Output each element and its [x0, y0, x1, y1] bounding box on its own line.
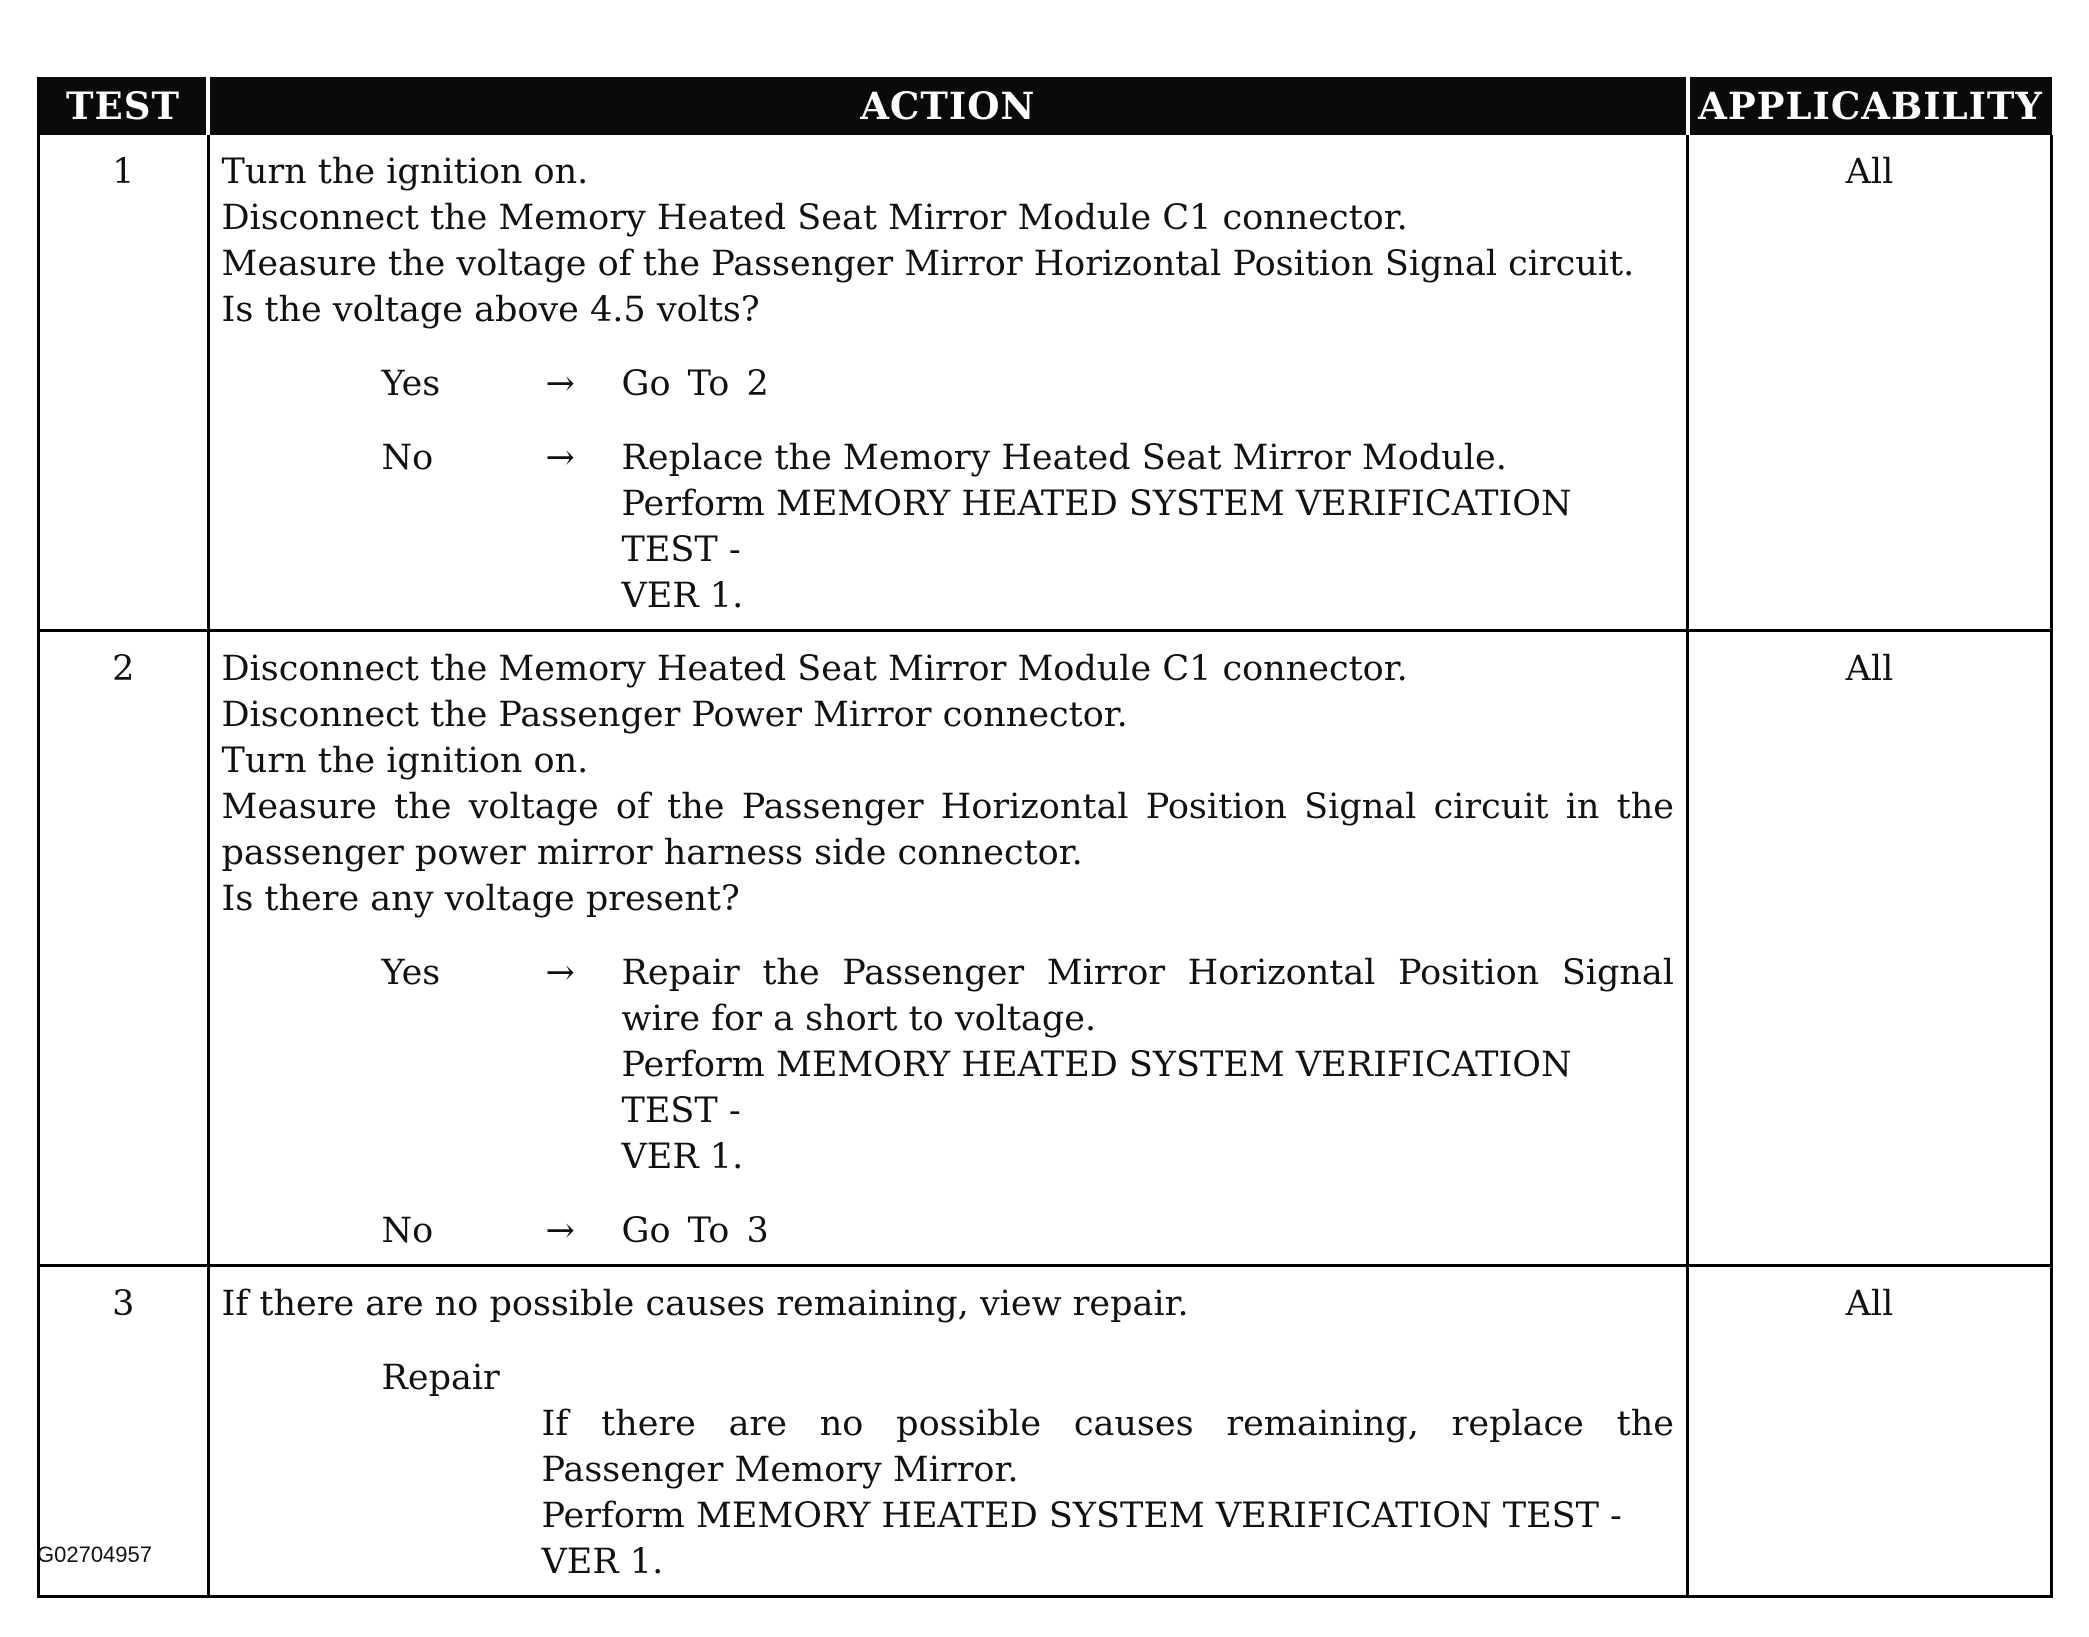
action-step: Turn the ignition on.	[221, 152, 589, 192]
result-line: Go To 2	[621, 364, 769, 404]
repair-body	[542, 1401, 1675, 1585]
action-step: Disconnect the Passenger Power Mirror connector.	[221, 695, 1128, 735]
table-row	[39, 631, 2052, 1266]
table-row	[39, 1266, 2052, 1597]
action-cell	[208, 1266, 1688, 1597]
action-step: Disconnect the Memory Heated Seat Mirror Module C1 connector.	[221, 198, 1408, 238]
diagnostic-test-table	[37, 77, 2053, 1598]
yes-result	[222, 950, 1675, 1180]
arrow-right-icon: →	[545, 1211, 575, 1251]
arrow-right-icon: →	[545, 438, 575, 478]
figure-id: G02704957	[37, 1542, 152, 1567]
result-line: Repair the Passenger Mirror Horizontal Position Signal wire for a short to voltage.	[621, 953, 1674, 1039]
action-step: Is the voltage above 4.5 volts?	[221, 290, 760, 330]
test-number: 3	[39, 1266, 209, 1597]
applicability-value: All	[1688, 135, 2052, 631]
action-cell	[208, 135, 1688, 631]
result-line: VER 1.	[621, 1137, 744, 1177]
header-applicability: APPLICABILITY	[1688, 77, 2052, 135]
header-action: ACTION	[208, 77, 1688, 135]
applicability-value: All	[1688, 1266, 2052, 1597]
header-test: TEST	[39, 77, 209, 135]
action-step: Is there any voltage present?	[221, 879, 740, 919]
no-result	[222, 1208, 1675, 1254]
result-line: Perform MEMORY HEATED SYSTEM VERIFICATION TEST -	[621, 1045, 1572, 1131]
repair-line: Perform MEMORY HEATED SYSTEM VERIFICATION TEST -	[541, 1496, 1622, 1536]
repair-line: VER 1.	[541, 1542, 664, 1582]
table-header-row	[39, 77, 2052, 135]
no-label: No	[381, 1211, 434, 1251]
no-label: No	[381, 438, 434, 478]
applicability-value: All	[1688, 631, 2052, 1266]
test-number: 1	[39, 135, 209, 631]
yes-label: Yes	[381, 364, 441, 404]
no-result	[222, 435, 1675, 619]
action-step: Turn the ignition on.	[221, 741, 589, 781]
arrow-right-icon: →	[545, 364, 575, 404]
action-cell	[208, 631, 1688, 1266]
action-step: Measure the voltage of the Passenger Horizontal Position Signal circuit in the passenger power mirror harness side connector.	[221, 787, 1674, 873]
result-line: Go To 3	[621, 1211, 769, 1251]
result-line: Replace the Memory Heated Seat Mirror Module.	[621, 438, 1507, 478]
table-row	[39, 135, 2052, 631]
yes-label: Yes	[381, 953, 441, 993]
arrow-right-icon: →	[545, 953, 575, 993]
result-line: VER 1.	[621, 576, 744, 616]
action-step: Disconnect the Memory Heated Seat Mirror Module C1 connector.	[221, 649, 1408, 689]
repair-label: Repair	[381, 1358, 500, 1398]
yes-result	[222, 361, 1675, 407]
repair-line: If there are no possible causes remaining, replace the Passenger Memory Mirror.	[541, 1404, 1674, 1490]
action-step: If there are no possible causes remaining, view repair.	[221, 1284, 1189, 1324]
result-line: Perform MEMORY HEATED SYSTEM VERIFICATION TEST -	[621, 484, 1572, 570]
action-step: Measure the voltage of the Passenger Mirror Horizontal Position Signal circuit.	[221, 244, 1635, 284]
test-number: 2	[39, 631, 209, 1266]
